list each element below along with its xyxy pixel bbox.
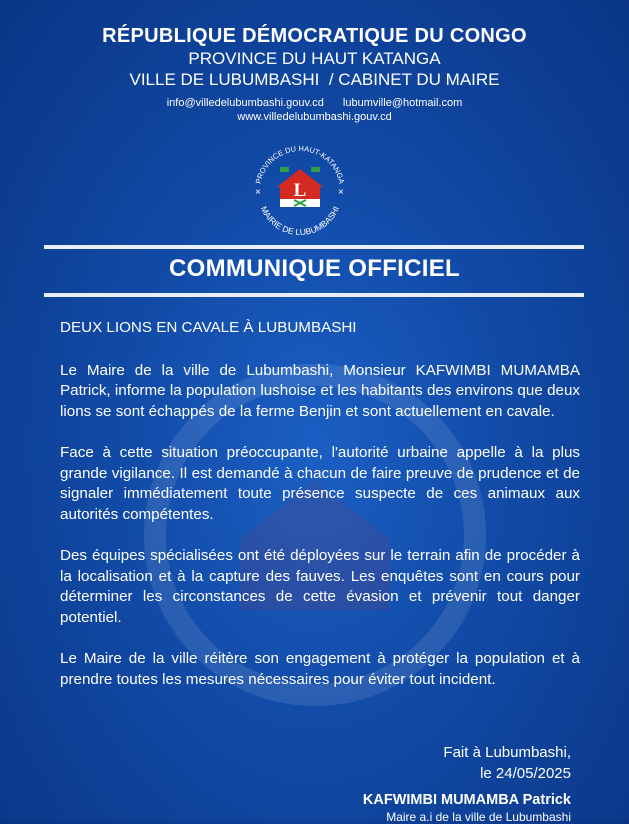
contact-emails <box>0 96 629 110</box>
paragraph-commitment: Le Maire de la ville réitère son engagement à protéger la population et à prendre toutes les mesures nécessaires pour éviter tout incident. <box>60 650 580 688</box>
seal-bottom-text: MAIRIE DE LUBUMBASHI <box>258 204 342 238</box>
seal-letter: L <box>293 180 307 201</box>
title-bar-top <box>44 245 584 249</box>
signature-place: Fait à Lubumbashi, <box>443 744 571 761</box>
paragraph-announcement: Le Maire de la ville de Lubumbashi, Monsieur KAFWIMBI MUMAMBA Patrick, informe la population lushoise et les habitants des environs que deux lions se sont échappés de la ferme Benjin et sont actuellement en cavale. <box>60 361 580 420</box>
communique-title: COMMUNIQUE OFFICIEL <box>168 255 461 282</box>
subject-line: DEUX LIONS EN CAVALE À LUBUMBASHI <box>60 319 357 336</box>
signature-date: le 24/05/2025 <box>480 765 571 782</box>
letterhead <box>0 24 629 124</box>
signatory-name: KAFWIMBI MUMAMBA Patrick <box>362 792 571 808</box>
seal-cross-left-icon: × <box>255 187 261 198</box>
title-bar-bottom <box>44 293 584 297</box>
email-primary[interactable]: info@villedelubumbashi.gouv.cd <box>166 97 324 109</box>
website-link[interactable]: www.villedelubumbashi.gouv.cd <box>237 111 392 123</box>
signatory-title: Maire a.i de la ville de Lubumbashi <box>386 810 571 824</box>
paragraph-teams-deployed: Des équipes spécialisées ont été déployées sur le terrain afin de procéder à la localisation et à la capture des fauves. Les enquêtes sont en cours pour déterminer les circonstances de cette évasion et prévenir tout danger potentiel. <box>60 547 580 626</box>
province-name: PROVINCE DU HAUT KATANGA <box>188 49 441 68</box>
country-name: RÉPUBLIQUE DÉMOCRATIQUE DU CONGO <box>102 25 527 47</box>
seal-crest-icon <box>277 167 323 207</box>
email-secondary[interactable]: lubumville@hotmail.com <box>342 97 463 109</box>
seal-top-text: PROVINCE DU HAUT-KATANGA <box>253 143 347 185</box>
city-office: VILLE DE LUBUMBASHI / CABINET DU MAIRE <box>129 70 500 89</box>
mairie-seal-logo <box>244 135 356 247</box>
communique-body <box>60 318 580 711</box>
seal-cross-right-icon: × <box>338 187 344 198</box>
paragraph-vigilance: Face à cette situation préoccupante, l'autorité urbaine appelle à la plus grande vigilance. Il est demandé à chacun de faire preuve de prudence et de signaler immédiatement toute présence suspecte de ces animaux aux autorités compétentes. <box>60 444 580 523</box>
